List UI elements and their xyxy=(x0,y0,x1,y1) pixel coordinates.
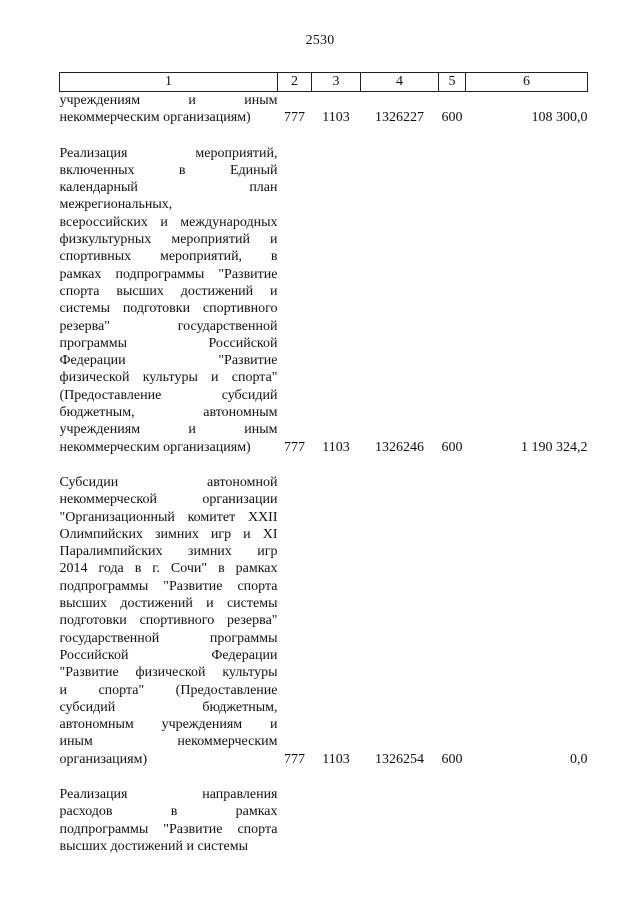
description-line: системы подготовки спортивного xyxy=(59,301,278,317)
description-line: подпрограммы "Развитие спорта xyxy=(59,821,278,837)
target-code: 1326246 xyxy=(375,439,424,455)
description-line: Федерации "Развитие xyxy=(59,353,278,369)
amount: 108 300,0 xyxy=(531,110,588,126)
description-line: спортивных мероприятий, в xyxy=(59,249,278,265)
description-line: Субсидии автономной xyxy=(59,474,278,490)
row-spacer xyxy=(60,768,588,786)
description-line: некоммерческой организации xyxy=(59,492,278,508)
description-line: бюджетным, автономным xyxy=(59,405,278,421)
column-header-6: 6 xyxy=(466,73,588,92)
expense-type-code: 600 xyxy=(441,439,463,455)
target-code: 1326227 xyxy=(375,110,424,126)
target-code xyxy=(361,786,439,855)
table-body xyxy=(60,92,588,856)
expense-type-code xyxy=(439,786,466,855)
ministry-code xyxy=(278,786,312,855)
description-line: высших достижений и системы xyxy=(59,596,278,612)
column-header-5: 5 xyxy=(439,73,466,92)
target-code: 1326254 xyxy=(375,751,424,767)
header-row xyxy=(60,73,588,92)
section-code: 1103 xyxy=(322,439,350,455)
amount: 0,0 xyxy=(570,751,588,767)
ministry-code: 777 xyxy=(284,110,305,126)
column-header-2: 2 xyxy=(278,73,312,92)
budget-table xyxy=(59,72,588,855)
description-line: и спорта" (Предоставление xyxy=(59,682,278,698)
description-line: высших достижений и системы xyxy=(59,838,248,854)
table-row xyxy=(60,786,588,855)
column-header-4: 4 xyxy=(361,73,439,92)
row-description xyxy=(60,145,278,456)
description-line: Реализация направления xyxy=(59,786,278,802)
description-line: программы Российской xyxy=(59,335,278,351)
expense-type-code: 600 xyxy=(441,751,463,767)
description-line: иным некоммерческим xyxy=(59,734,278,750)
row-description xyxy=(60,474,278,768)
description-line: подпрограммы "Развитие спорта xyxy=(59,578,278,594)
row-description xyxy=(60,786,278,855)
description-line: резерва" государственной xyxy=(59,318,278,334)
table-row xyxy=(60,145,588,456)
description-line: учреждениям и иным xyxy=(59,93,278,108)
description-line: государственной программы xyxy=(59,630,278,646)
description-line: календарный план xyxy=(59,180,278,196)
row-spacer xyxy=(60,456,588,474)
description-line: некоммерческим организациям) xyxy=(59,110,251,126)
column-header-3: 3 xyxy=(312,73,361,92)
description-line: (Предоставление субсидий xyxy=(59,387,278,403)
description-line: "Развитие физической культуры xyxy=(59,665,278,681)
description-line: межрегиональных, xyxy=(59,197,173,213)
description-line: субсидий бюджетным, xyxy=(59,699,278,715)
description-line: "Организационный комитет XXII xyxy=(59,509,278,525)
description-line: физкультурных мероприятий и xyxy=(59,232,278,248)
description-line: Олимпийских зимних игр и XI xyxy=(59,526,278,542)
amount: 1 190 324,2 xyxy=(521,439,588,455)
description-line: расходов в рамках xyxy=(59,804,278,820)
description-line: всероссийских и международных xyxy=(59,214,278,230)
table-row xyxy=(60,92,588,127)
section-code: 1103 xyxy=(322,110,350,126)
description-line: организациям) xyxy=(59,751,148,767)
ministry-code: 777 xyxy=(284,439,305,455)
description-line: спорта высших достижений и xyxy=(59,283,278,299)
section-code: 1103 xyxy=(322,751,350,767)
description-line: учреждениям и иным xyxy=(59,422,278,438)
page-number: 2530 xyxy=(305,33,335,48)
row-spacer-cell xyxy=(60,127,588,145)
description-line: 2014 года в г. Сочи" в рамках xyxy=(59,561,278,577)
ministry-code: 777 xyxy=(284,751,305,767)
description-line: Паралимпийских зимних игр xyxy=(59,544,278,560)
row-spacer xyxy=(60,127,588,145)
description-line: Российской Федерации xyxy=(59,647,278,663)
description-line: Реализация мероприятий, xyxy=(59,145,278,161)
section-code xyxy=(312,786,361,855)
description-line: физической культуры и спорта" xyxy=(59,370,278,386)
row-description xyxy=(60,92,278,127)
column-header-1: 1 xyxy=(60,73,278,92)
expense-type-code: 600 xyxy=(441,110,463,126)
description-line: включенных в Единый xyxy=(59,162,278,178)
description-line: подготовки спортивного резерва" xyxy=(59,613,278,629)
description-line: рамках подпрограммы "Развитие xyxy=(59,266,278,282)
row-spacer-cell xyxy=(60,768,588,786)
amount xyxy=(466,786,588,855)
description-line: автономным учреждениям и xyxy=(59,717,278,733)
row-spacer-cell xyxy=(60,456,588,474)
description-line: некоммерческим организациям) xyxy=(59,439,251,455)
table-row xyxy=(60,474,588,768)
